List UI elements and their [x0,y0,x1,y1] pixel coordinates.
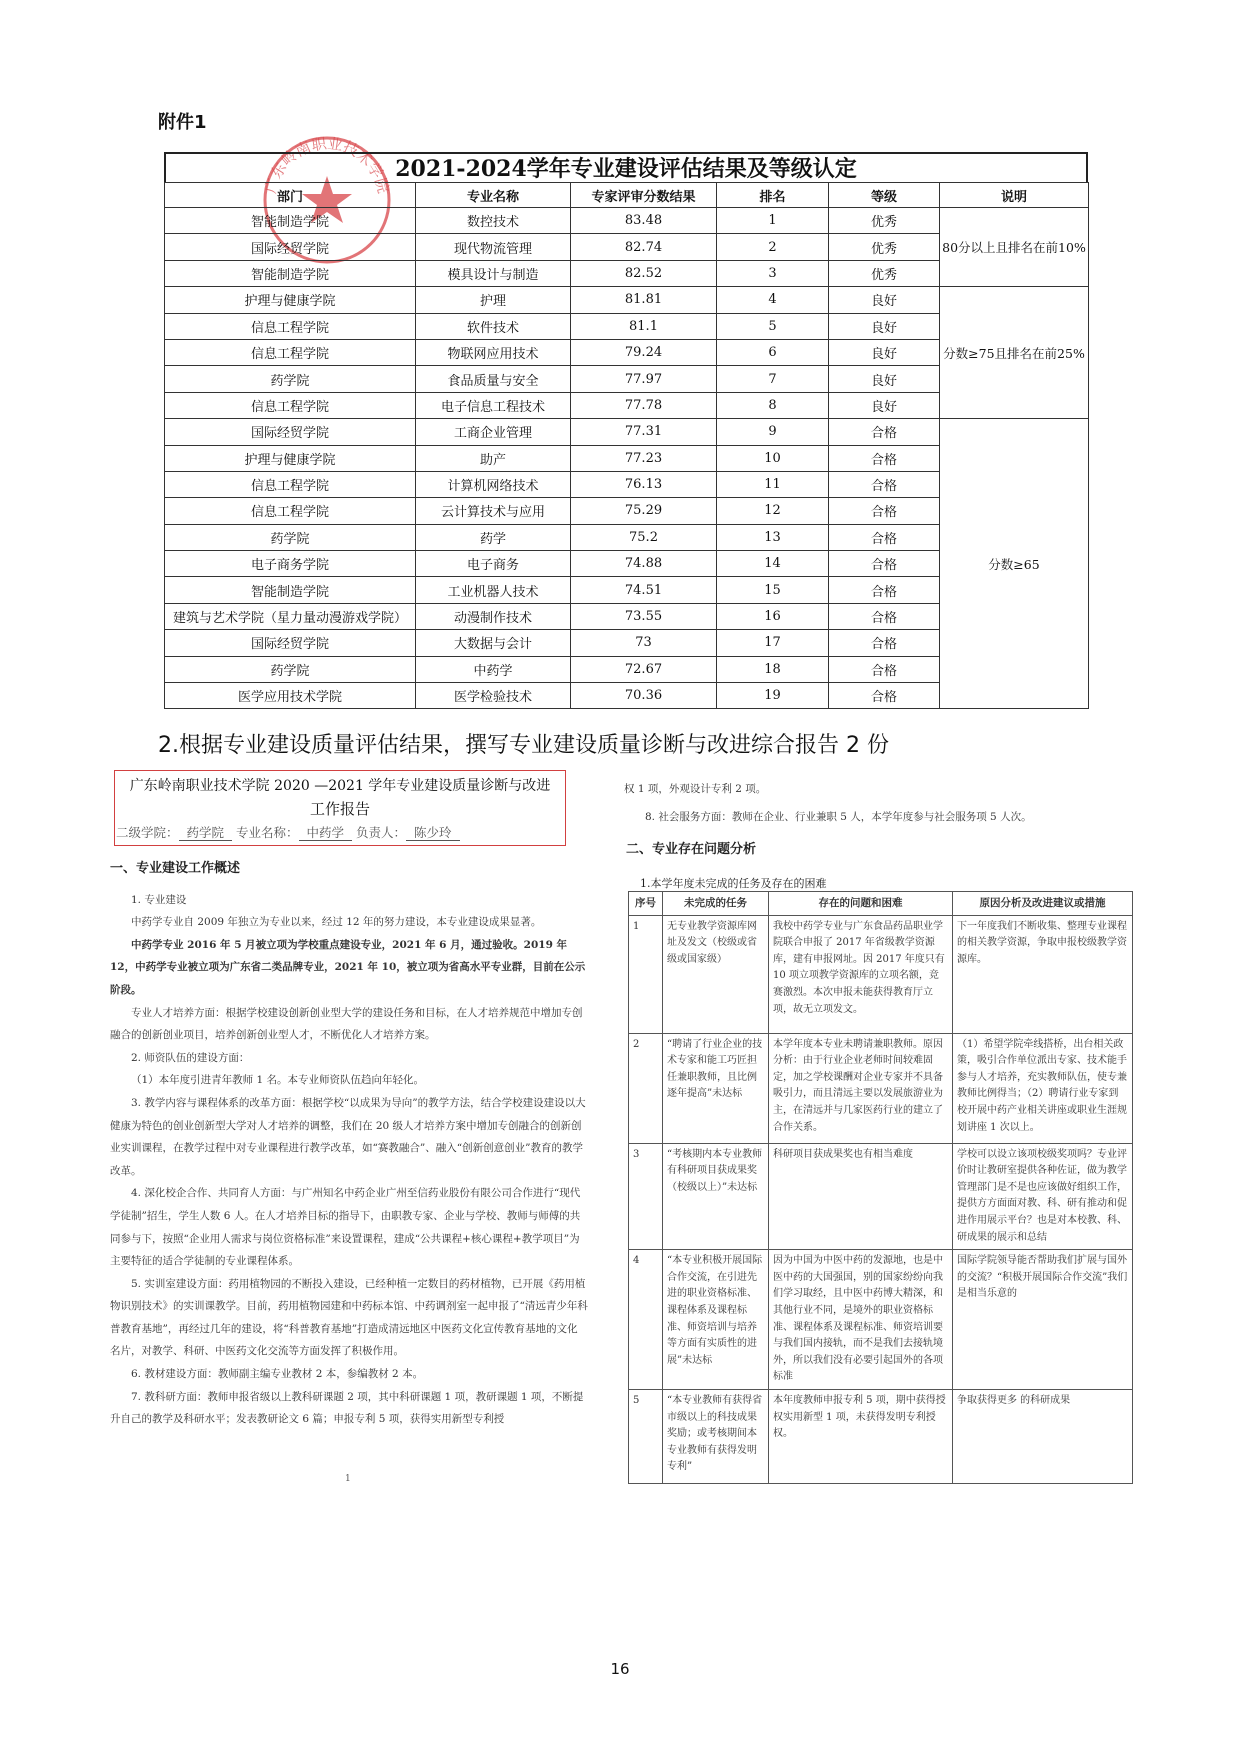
cell-grade: 良好 [829,366,940,392]
cell-grade: 合格 [829,471,940,497]
cell-major: 动漫制作技术 [416,603,571,629]
report-paragraph: 中药学专业自 2009 年独立为专业以来，经过 12 年的努力建设，本专业建设成果显著。 [131,916,542,929]
report-paragraph: （1）本年度引进青年教师 1 名。本专业师资队伍趋向年轻化。 [131,1074,425,1087]
cell-grade: 合格 [829,524,940,550]
issues-cell-no: 1 [629,915,663,1033]
report-paragraph: 7. 教科研方面：教师申报省级以上教科研课题 2 项，其中科研课题 1 项，教研课题 1 项，不断提升自己的教学及科研水平；发表教研论文 6 篇；申报专利 5 项，获得实用新型专利授 [110,1390,584,1426]
cell-dept: 国际经贸学院 [165,234,416,260]
cell-dept: 信息工程学院 [165,339,416,365]
cell-rank: 18 [717,656,829,682]
issues-cell-measure: 学校可以设立该项校级奖项吗？专业评价时让教研室提供各种佐证，做为教学管理部门是不是也应该做好组织工作，提供方方面面对教、科、研有推动和促进作用展示平台？也是对本校教、科、研成果的展示和总结 [953,1143,1133,1250]
meta-major-label: 专业名称： [236,825,299,840]
cell-grade: 合格 [829,445,940,471]
report-left-column [110,858,588,1431]
cell-major: 物联网应用技术 [416,339,571,365]
cell-score: 79.24 [571,339,717,365]
cell-major: 模具设计与制造 [416,260,571,286]
score-table-section [164,152,1088,712]
cell-score: 73 [571,630,717,656]
cell-dept: 建筑与艺术学院（星力量动漫游戏学院） [165,603,416,629]
cell-grade: 合格 [829,419,940,445]
issues-cell-no: 2 [629,1033,663,1143]
cell-grade: 良好 [829,287,940,313]
cell-score: 72.67 [571,656,717,682]
issues-cell-problem: 因为中国为中医中药的发源地，也是中医中药的大国强国，别的国家纷纷向我们学习取经，且中医中药博大精深，和其他行业不同，是境外的职业资格标准、课程体系及课程标准、师资培训要与我们国内接轨，而不是我们去接轨境外，所以我们没有必要引起国外的各项标准 [769,1250,953,1390]
cell-dept: 医学应用技术学院 [165,683,416,709]
cell-major: 工商企业管理 [416,419,571,445]
issues-header-measure: 原因分析及改进建议或措施 [953,892,1133,916]
meta-college: 药学院 [179,825,233,841]
page-number: 16 [610,1660,630,1678]
issues-row [629,1033,1133,1143]
header-major: 专业名称 [416,183,571,208]
issues-cell-problem: 本学年度本专业未聘请兼职教师。原因分析：由于行业企业老师时间较难固定，加之学校课酬对企业专家并不具备吸引力，而且清远主要以发展旅游业为主，在清远并与几家医药行业的建立了合作关系。 [769,1033,953,1143]
cell-major: 中药学 [416,656,571,682]
cell-dept: 信息工程学院 [165,392,416,418]
meta-college-label: 二级学院： [116,825,179,840]
cell-rank: 11 [717,471,829,497]
report-right-top [624,775,1144,831]
cell-rank: 10 [717,445,829,471]
report-title-line1: 广东岭南职业技术学院 2020 —2021 学年专业建设质量诊断与改进 [129,778,551,794]
report-paragraph: 1. 专业建设 [131,893,187,906]
cell-dept: 国际经贸学院 [165,630,416,656]
cell-dept: 智能制造学院 [165,260,416,286]
report-paragraph: 专业人才培养方面：根据学校建设创新创业型大学的建设任务和目标，在人才培养规范中增加专创融合的创新创业项目，培养创新创业型人才，不断优化人才培养方案。 [110,1006,583,1042]
cell-score: 73.55 [571,603,717,629]
report-paragraph: 8. 社会服务方面：教师在企业、行业兼职 5 人，本学年度参与社会服务项 5 人次。 [645,811,1032,823]
issues-cell-no: 4 [629,1250,663,1390]
issues-row [629,915,1133,1033]
cell-grade: 优秀 [829,208,940,234]
cell-dept: 护理与健康学院 [165,287,416,313]
cell-score: 74.51 [571,577,717,603]
cell-score: 83.48 [571,208,717,234]
issues-cell-problem: 我校中药学专业与广东食品药品职业学院联合申报了 2017 年省级教学资源库，建有申报网址。因 2017 年度只有 10 项立项教学资源库的立项名额，竞赛激烈。本次申报未能获得教育厅立项，故无立项发文。 [769,915,953,1033]
header-rank: 排名 [717,183,829,208]
cell-major: 助产 [416,445,571,471]
report-title-line2: 工作报告 [309,800,370,818]
cell-score: 75.2 [571,524,717,550]
cell-rank: 15 [717,577,829,603]
cell-dept: 智能制造学院 [165,577,416,603]
header-note: 说明 [940,183,1089,208]
cell-rank: 17 [717,630,829,656]
header-grade: 等级 [829,183,940,208]
cell-major: 电子信息工程技术 [416,392,571,418]
report-paragraph: 4. 深化校企合作、共同育人方面：与广州知名中药企业广州至信药业股份有限公司合作进行“现代学徒制”招生，学生人数 6 人。在人才培养目标的指导下，由职教专家、企业与学校、教师与师傅的共同参与下，按照“企业用人需求与岗位资格标准”来设置课程，建成“公共课程+核心课程+教学项目”为主要特征的适合学徒制的专业课程体系。 [110,1187,581,1268]
cell-note: 分数≥65 [940,419,1089,709]
cell-grade: 良好 [829,313,940,339]
issues-header-problem: 存在的问题和困难 [769,892,953,916]
issues-cell-measure: （1）希望学院牵线搭桥，出台相关政策，吸引合作单位派出专家、技术能手参与人才培养，充实教师队伍，使专兼教师比例得当；（2）聘请行业专家到校开展中药产业相关讲座或职业生涯规划讲座 1 次以上。 [953,1033,1133,1143]
cell-score: 77.31 [571,419,717,445]
cell-grade: 良好 [829,339,940,365]
issues-cell-task: “聘请了行业企业的技术专家和能工巧匠担任兼职教师，且比例逐年提高”未达标 [663,1033,769,1143]
cell-dept: 电子商务学院 [165,551,416,577]
cell-major: 现代物流管理 [416,234,571,260]
header-score: 专家评审分数结果 [571,183,717,208]
cell-rank: 1 [717,208,829,234]
cell-rank: 13 [717,524,829,550]
cell-score: 81.1 [571,313,717,339]
issues-cell-task: “考核期内本专业教师有科研项目获成果奖（校级以上）”未达标 [663,1143,769,1250]
report-paragraph: 6. 教材建设方面：教师副主编专业教材 2 本，参编教材 2 本。 [131,1368,424,1381]
cell-dept: 国际经贸学院 [165,419,416,445]
cell-major: 计算机网络技术 [416,471,571,497]
cell-major: 医学检验技术 [416,683,571,709]
score-table [164,182,1089,709]
cell-major: 电子商务 [416,551,571,577]
cell-rank: 9 [717,419,829,445]
cell-grade: 优秀 [829,234,940,260]
cell-grade: 合格 [829,577,940,603]
cell-rank: 4 [717,287,829,313]
cell-rank: 14 [717,551,829,577]
issues-row [629,1389,1133,1483]
score-table-header-row [165,183,1089,208]
cell-grade: 优秀 [829,260,940,286]
cell-major: 大数据与会计 [416,630,571,656]
seal-text: 广东岭南职业技术学院 [261,134,393,196]
report-heading-1: 一、专业建设工作概述 [110,861,241,876]
cell-score: 82.74 [571,234,717,260]
issues-cell-measure: 下一年度我们不断收集、整理专业课程的相关教学资源，争取申报校级教学资源库。 [953,915,1133,1033]
meta-owner: 陈少玲 [406,825,460,841]
cell-rank: 7 [717,366,829,392]
cell-score: 74.88 [571,551,717,577]
cell-dept: 护理与健康学院 [165,445,416,471]
cell-dept: 药学院 [165,366,416,392]
cell-grade: 合格 [829,551,940,577]
report-subheading: 1.本学年度未完成的任务及存在的困难 [640,877,827,890]
cell-dept: 信息工程学院 [165,313,416,339]
cell-score: 82.52 [571,260,717,286]
cell-rank: 8 [717,392,829,418]
cell-dept: 智能制造学院 [165,208,416,234]
issues-header-no: 序号 [629,892,663,916]
cell-grade: 良好 [829,392,940,418]
cell-rank: 12 [717,498,829,524]
cell-major: 食品质量与安全 [416,366,571,392]
cell-note: 80分以上且排名在前10% [940,208,1089,287]
issues-cell-task: “本专业积极开展国际合作交流，在引进先进的职业资格标准、课程体系及课程标准、师资培训与培养等方面有实质性的进展”未达标 [663,1250,769,1390]
score-table-row [165,287,1089,313]
cell-dept: 信息工程学院 [165,498,416,524]
issues-cell-task: “本专业教师有获得省市级以上的科技成果奖励；或考核期间本专业教师有获得发明专利” [663,1389,769,1483]
report-paragraph: 2. 师资队伍的建设方面： [131,1051,250,1064]
score-table-title: 2021-2024学年专业建设评估结果及等级认定 [164,152,1088,182]
cell-rank: 19 [717,683,829,709]
issues-header-row [629,892,1133,916]
cell-rank: 2 [717,234,829,260]
cell-grade: 合格 [829,630,940,656]
cell-dept: 信息工程学院 [165,471,416,497]
issues-cell-problem: 本年度教师申报专利 5 项，期中获得授权实用新型 1 项，未获得发明专利授权。 [769,1389,953,1483]
cell-major: 数控技术 [416,208,571,234]
report-page-number: 1 [345,1474,351,1484]
issues-cell-measure: 国际学院领导能否帮助我们扩展与国外的交流？“积极开展国际合作交流”我们是相当乐意的 [953,1250,1133,1390]
cell-score: 76.13 [571,471,717,497]
score-table-body [165,208,1089,709]
cell-score: 77.23 [571,445,717,471]
cell-rank: 16 [717,603,829,629]
report-paragraph: 3. 教学内容与课程体系的改革方面：根据学校“以成果为导向”的教学方法，结合学校建设建设以大健康为特色的创业创新型大学对人才培养的调整，我们在 20 级人才培养方案中增加专创融合的创新创业实训课程，在教学过程中对专业课程进行教学改革，如“赛教融合”、融入“创新创意创业”教育的教学改革。 [110,1096,586,1177]
issues-cell-no: 5 [629,1389,663,1483]
issues-cell-measure: 争取获得更多 的科研成果 [953,1389,1133,1483]
issues-table-body [629,915,1133,1483]
cell-rank: 5 [717,313,829,339]
score-table-row [165,208,1089,234]
report-paragraph: 5. 实训室建设方面：药用植物园的不断投入建设，已经种植一定数目的药材植物，已开展《药用植物识别技术》的实训课教学。目前，药用植物园建和中药标本馆、中药调剂室一起申报了“清远青少年科普教育基地”，再经过几年的建设，将“科普教育基地”打造成清远地区中医药文化宣传教育基地的文化名片，对教学、科研、中医药文化交流等方面发挥了积极作用。 [110,1277,588,1358]
cell-major: 药学 [416,524,571,550]
section-2-heading: 2.根据专业建设质量评估结果，撰写专业建设质量诊断与改进综合报告 2 份 [158,733,889,758]
issues-table [628,891,1133,1484]
cell-score: 70.36 [571,683,717,709]
cell-grade: 合格 [829,603,940,629]
cell-dept: 药学院 [165,524,416,550]
cell-major: 工业机器人技术 [416,577,571,603]
cell-rank: 6 [717,339,829,365]
report-paragraph: 权 1 项，外观设计专利 2 项。 [624,783,767,795]
report-meta [116,823,460,841]
cell-major: 软件技术 [416,313,571,339]
report-heading-2: 二、专业存在问题分析 [626,842,757,857]
issues-header-task: 未完成的任务 [663,892,769,916]
cell-grade: 合格 [829,656,940,682]
header-dept: 部门 [165,183,416,208]
attachment-label: 附件1 [158,112,207,133]
issues-cell-task: 无专业教学资源库网址及发文（校级或省级或国家级） [663,915,769,1033]
score-table-row [165,419,1089,445]
issues-cell-no: 3 [629,1143,663,1250]
cell-major: 护理 [416,287,571,313]
cell-dept: 药学院 [165,656,416,682]
cell-score: 75.29 [571,498,717,524]
cell-score: 81.81 [571,287,717,313]
meta-owner-label: 负责人： [356,825,407,840]
cell-grade: 合格 [829,683,940,709]
cell-score: 77.97 [571,366,717,392]
issues-row [629,1250,1133,1390]
cell-major: 云计算技术与应用 [416,498,571,524]
cell-score: 77.78 [571,392,717,418]
cell-note: 分数≥75且排名在前25% [940,287,1089,419]
issues-cell-problem: 科研项目获成果奖也有相当难度 [769,1143,953,1250]
issues-row [629,1143,1133,1250]
cell-grade: 合格 [829,498,940,524]
meta-major: 中药学 [299,825,353,841]
cell-rank: 3 [717,260,829,286]
report-paragraph: 中药学专业 2016 年 5 月被立项为学校重点建设专业，2021 年 6 月，通过验收。2019 年 12，中药学专业被立项为广东省二类品牌专业，2021 年 10，被立项为省高水平专业群，目前在公示阶段。 [110,938,586,996]
